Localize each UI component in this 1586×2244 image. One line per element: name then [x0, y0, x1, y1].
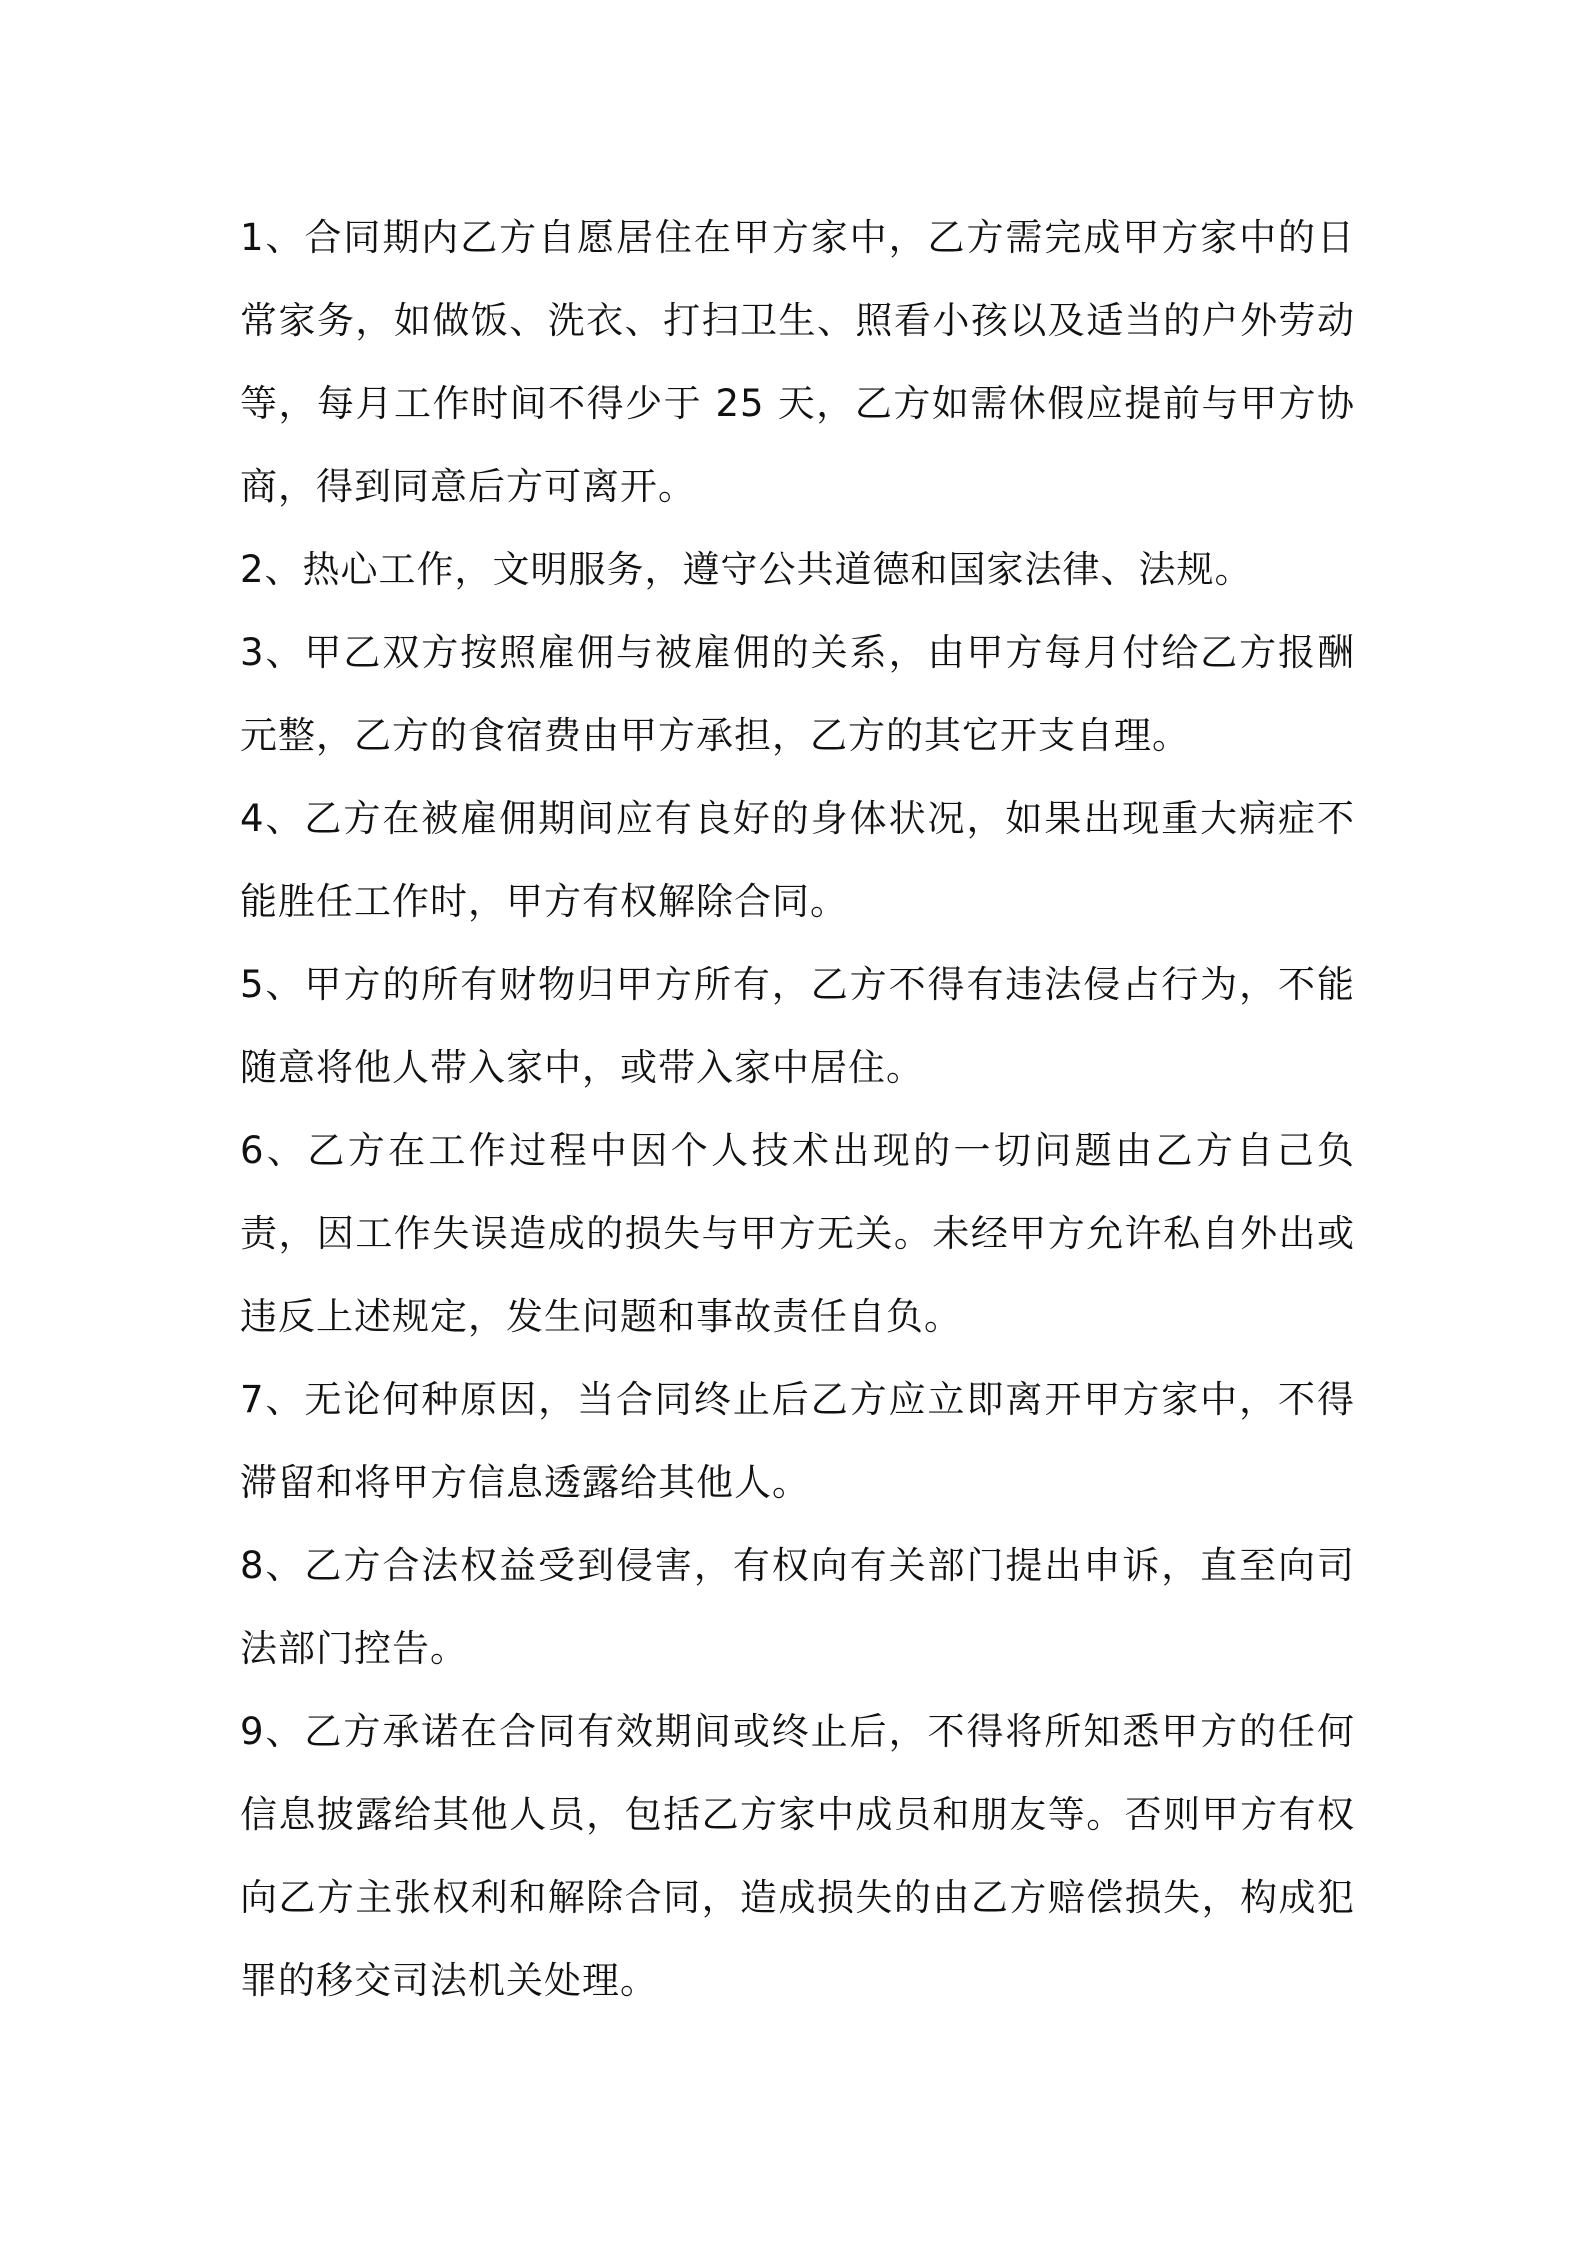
- clause-8: 8、乙方合法权益受到侵害，有权向有关部门提出申诉，直至向司法部门控告。: [240, 1544, 1355, 1670]
- clause-5: 5、甲方的所有财物归甲方所有，乙方不得有违法侵占行为，不能随意将他人带入家中，或带入家中居住。: [240, 963, 1355, 1089]
- contract-clauses: [240, 196, 1355, 2022]
- clause-1: 1、合同期内乙方自愿居住在甲方家中，乙方需完成甲方家中的日常家务，如做饭、洗衣、打扫卫生、照看小孩以及适当的户外劳动等，每月工作时间不得少于 25 天，乙方如需休假应提前与甲方协商，得到同意后方可离开。: [240, 216, 1355, 508]
- clause-7: 7、无论何种原因，当合同终止后乙方应立即离开甲方家中，不得滞留和将甲方信息透露给其他人。: [240, 1378, 1355, 1504]
- clause-9: 9、乙方承诺在合同有效期间或终止后，不得将所知悉甲方的任何信息披露给其他人员，包括乙方家中成员和朋友等。否则甲方有权向乙方主张权利和解除合同，造成损失的由乙方赔偿损失，构成犯罪的移交司法机关处理。: [240, 1710, 1355, 2002]
- clause-3: 3、甲乙双方按照雇佣与被雇佣的关系，由甲方每月付给乙方报酬 元整，乙方的食宿费由甲方承担，乙方的其它开支自理。: [240, 631, 1355, 757]
- clause-2: 2、热心工作，文明服务，遵守公共道德和国家法律、法规。: [240, 548, 1253, 591]
- clause-4: 4、乙方在被雇佣期间应有良好的身体状况，如果出现重大病症不能胜任工作时，甲方有权解除合同。: [240, 797, 1355, 923]
- clause-6: 6、乙方在工作过程中因个人技术出现的一切问题由乙方自己负责，因工作失误造成的损失与甲方无关。未经甲方允许私自外出或违反上述规定，发生问题和事故责任自负。: [240, 1129, 1355, 1338]
